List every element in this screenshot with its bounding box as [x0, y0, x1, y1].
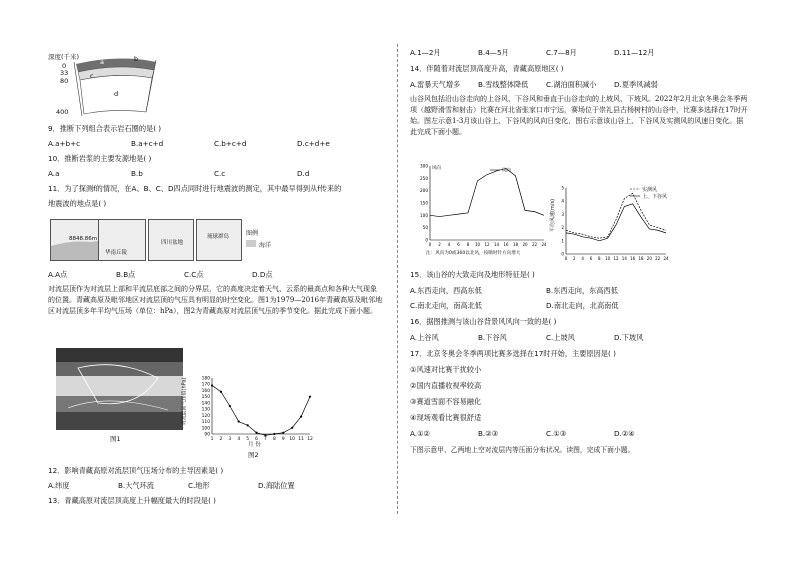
q12-option-a[interactable]: A.纬度	[48, 481, 70, 490]
q13-option-b[interactable]: B.4—5月	[478, 48, 509, 57]
y-tick-label: 110	[201, 420, 210, 426]
x-tick-label: 0	[564, 256, 568, 261]
x-tick-label: 6	[457, 242, 460, 247]
q14-option-a[interactable]: A.雷暴天气增多	[410, 80, 461, 89]
q11-option-b[interactable]: B.B点	[116, 270, 136, 279]
q9-option-c[interactable]: C.b+c+d	[214, 139, 247, 148]
q14-option-d[interactable]: D.夏季风减弱	[614, 80, 658, 89]
q16-option-b[interactable]: B.下谷风	[478, 333, 507, 342]
legend-sea-swatch	[246, 240, 256, 247]
y-tick-label: 0	[561, 251, 564, 257]
x-tick-label: 10	[474, 242, 481, 247]
legend-wind-direction: 风向	[502, 168, 511, 174]
x-tick-label: 18	[638, 256, 644, 261]
pressure-field-map	[48, 348, 183, 434]
x-tick-label: 16	[630, 256, 636, 261]
q11-stem: 11．为了探测f的情况，在A、B、C、D四点同时进行地震波的测定，其中最早得到从f传来的	[48, 184, 342, 193]
q16-option-c[interactable]: C.上坡风	[546, 333, 575, 342]
intro-paragraph: 对流层顶作为对流层上部和平流层底部之间的分界层，它的高度决定着天气、云系的最高点和各种大气现象的位置。青藏高原及毗邻地区对流层顶的气压具有明显的时空变化。图1为1979—2016年青藏高原及毗邻地区对流层顶多年平均气压场（单位：hPa），图2为青藏高原对流层顶气压的季节变化。据此完成下面小题。	[48, 285, 383, 315]
q9-stem: 9．推断下列组合表示岩石圈的是( )	[48, 124, 162, 133]
q11-option-d[interactable]: D.D点	[252, 270, 273, 279]
figure-2-xlabel: 月 份	[248, 442, 261, 448]
legend-title: 图例	[246, 230, 259, 237]
y-tick-label: 100	[201, 426, 210, 432]
q13-stem: 13．青藏高原对流层顶高度上升幅度最大的时段是( )	[48, 496, 216, 505]
q16-stem: 16．据图推测与该山谷背景风风向一致的是( )	[410, 317, 557, 326]
map-c-label: 四川盆地	[161, 240, 184, 246]
q16-option-a[interactable]: A.上谷风	[410, 333, 439, 342]
q12-option-d[interactable]: D.海陆位置	[258, 481, 295, 490]
x-tick-label: 20	[646, 256, 652, 261]
q13-option-d[interactable]: D.11—12月	[614, 48, 655, 57]
wind-speed-chart	[552, 182, 672, 264]
map-b	[98, 219, 146, 261]
y-tick-label: 300	[420, 163, 428, 169]
map-c	[148, 219, 194, 261]
x-tick-label: 24	[541, 242, 547, 247]
x-tick-label: 4	[447, 242, 451, 247]
map-b-label: 华南丘陵	[105, 250, 128, 256]
q9-option-d[interactable]: D.c+d+e	[297, 139, 330, 148]
x-tick-label: 3	[228, 437, 232, 442]
x-tick-label: 8	[272, 437, 276, 442]
map-d	[196, 219, 242, 261]
pressure-point	[273, 433, 275, 435]
layer-letter: d	[114, 90, 119, 98]
y-tick-label: 150	[201, 395, 210, 401]
q17-stem: 17．北京冬奥会冬季两项比赛多选择在17时开始，主要原因是( )	[410, 349, 616, 358]
x-tick-label: 10	[605, 256, 611, 261]
q12-option-c[interactable]: C.地形	[188, 481, 210, 490]
legend-measured: 实测风	[642, 187, 658, 193]
wind-direction-plot	[410, 160, 550, 248]
x-tick-label: 4	[237, 437, 241, 442]
pressure-point	[291, 427, 293, 429]
q14-option-c[interactable]: C.湖泊面积减小	[546, 80, 597, 89]
q13-option-a[interactable]: A.1—2月	[410, 48, 441, 57]
x-tick-label: 9	[281, 437, 285, 442]
x-tick-label: 2	[573, 256, 576, 261]
q12-stem: 12．影响青藏高原对流层顶气压场分布的主导因素是( )	[48, 466, 224, 475]
wind-speed-ylabel: 平均风速(m/s)	[550, 198, 557, 233]
valley-wind-paragraph: 山谷风包括沿山谷走向的上谷风、下谷风和垂直于山谷走向的上坡风、下坡风。2022年2月北京冬奥会冬季两项（越野滑雪和射击）比赛在河北省张家口市宁远，赛场位于崇礼县古杨树村的山谷中，比赛多选择在17时开始。图左示意1-3月该山谷上、下谷风的风向日变化，图右示意该山谷上、下谷风及实测风的风速日变化。据此完成下面小题。	[410, 95, 748, 136]
earth-layers-figure	[48, 50, 158, 116]
y-tick-label: 160	[201, 388, 210, 394]
pressure-point	[255, 432, 257, 434]
depth-tick: 80	[60, 77, 69, 85]
q15-stem: 15．该山谷的大致走向及地形特征是( )	[410, 270, 535, 279]
y-tick-label: 3	[561, 211, 564, 217]
x-tick-label: 24	[663, 256, 669, 261]
layer-letter: c	[90, 72, 94, 80]
depth-tick: 33	[60, 69, 69, 77]
figure-1	[48, 348, 183, 442]
x-tick-label: 7	[264, 437, 267, 442]
q15-option-a[interactable]: A.东西走向，西高东低	[410, 286, 482, 295]
map-legend	[246, 228, 286, 252]
depth-tick: 400	[56, 108, 69, 116]
q17-item-1: ①风速对比赛干扰较小	[410, 365, 482, 374]
x-tick-label: 14	[621, 256, 627, 261]
x-tick-label: 22	[531, 242, 538, 247]
depth-label: 深度(千米)	[48, 53, 80, 61]
y-tick-label: 180	[201, 376, 210, 382]
map-a-peak-label: 8848.86m	[69, 236, 98, 242]
y-tick-label: 200	[420, 188, 428, 194]
q15-option-b[interactable]: B.东西走向，东高西低	[546, 286, 618, 295]
x-tick-label: 8	[598, 256, 601, 261]
q11-option-c[interactable]: C.C点	[184, 270, 204, 279]
y-tick-label: 90	[204, 432, 210, 438]
pressure-point	[300, 415, 302, 417]
column-divider	[397, 44, 398, 514]
q10-option-a[interactable]: A.a	[48, 169, 60, 178]
x-tick-label: 6	[255, 437, 258, 442]
pressure-point	[247, 424, 249, 426]
figure-2-caption: 图2	[248, 451, 259, 459]
y-tick-label: 1	[561, 238, 564, 244]
x-tick-label: 22	[655, 256, 661, 261]
x-tick-label: 14	[493, 242, 500, 247]
pressure-point	[264, 434, 266, 436]
q17-option-b[interactable]: B.②③	[478, 429, 499, 438]
q10-option-b[interactable]: B.b	[131, 169, 143, 178]
figure-2-chart	[188, 372, 318, 446]
x-tick-label: 12	[307, 437, 313, 442]
q12-option-b[interactable]: B.大气环流	[118, 481, 154, 490]
wind-direction-line	[430, 168, 544, 216]
q17-item-4: ④现场观看比赛很舒适	[410, 413, 482, 422]
q17-option-c[interactable]: C.①③	[546, 429, 567, 438]
q15-option-d[interactable]: D.南北走向，北高南低	[546, 301, 619, 310]
x-tick-label: 16	[503, 242, 509, 247]
y-tick-label: 2	[561, 225, 564, 231]
q14-stem: 14．伴随着对流层顶高度升高，青藏高原地区( )	[410, 64, 564, 73]
q17-option-a[interactable]: A.①②	[410, 429, 430, 438]
depth-tick: 0	[62, 62, 67, 70]
legend-valley: 上、下谷风	[642, 194, 668, 200]
legend-sea-label: 海洋	[259, 242, 272, 249]
figure-1-caption: 图1	[110, 435, 121, 443]
q13-option-c[interactable]: C.7—8月	[546, 48, 577, 57]
q17-option-d[interactable]: D.②④	[614, 429, 635, 438]
q16-option-d[interactable]: D.下坡风	[614, 333, 644, 342]
pressure-point	[282, 432, 284, 434]
y-axis-label: 风向	[432, 166, 441, 171]
q10-option-c[interactable]: C.c	[214, 169, 226, 178]
x-tick-label: 1	[210, 437, 214, 442]
valley-wind-line	[566, 204, 666, 241]
measured-wind-line	[566, 193, 666, 238]
y-tick-label: 170	[201, 382, 210, 388]
q9-option-a[interactable]: A.a+b+c	[48, 139, 81, 148]
pressure-point	[211, 384, 213, 386]
x-tick-label: 10	[289, 437, 295, 442]
x-tick-label: 2	[438, 242, 441, 247]
y-tick-label: 130	[201, 407, 210, 413]
q14-option-b[interactable]: B.雪线整体降低	[478, 80, 529, 89]
q17-item-3: ③赛道雪面不容易融化	[410, 397, 482, 406]
y-tick-label: 5	[561, 185, 564, 191]
y-tick-label: 0	[425, 237, 428, 243]
q10-stem: 10．推断岩浆的主要发源地是( )	[48, 154, 152, 163]
y-tick-label: 100	[420, 212, 428, 218]
y-tick-label: 50	[422, 225, 428, 231]
q10-option-d[interactable]: D.d	[297, 169, 310, 178]
pressure-point	[309, 396, 311, 398]
x-tick-label: 6	[589, 256, 593, 261]
pressure-line	[212, 385, 310, 435]
wind-direction-chart	[410, 160, 550, 260]
y-tick-label: 4	[561, 198, 564, 204]
x-tick-label: 20	[522, 242, 528, 247]
figure-2-ylabel: 对流层顶气压值(hPa)	[181, 377, 188, 426]
pressure-point	[238, 420, 240, 422]
wind-direction-caption: 注：风向为0或360以北风，按顺时针方向增大	[426, 251, 521, 256]
x-tick-label: 0	[428, 242, 432, 247]
x-tick-label: 18	[512, 242, 519, 247]
closing-sentence: 下图示意甲、乙两地上空对流层内等压面分布状况。读图，完成下面小题。	[410, 446, 635, 454]
x-tick-label: 2	[219, 437, 223, 442]
q11-option-a[interactable]: A.A点	[48, 270, 68, 279]
y-tick-label: 140	[201, 401, 210, 407]
figure-2	[181, 372, 318, 460]
layer-letter: a	[100, 58, 104, 66]
map-d-label: 琉球群岛	[207, 234, 230, 240]
x-tick-label: 8	[466, 242, 470, 247]
y-tick-label: 120	[201, 413, 210, 419]
pressure-point	[220, 391, 222, 393]
x-tick-label: 11	[298, 437, 304, 442]
x-tick-label: 12	[613, 256, 619, 261]
x-tick-label: 12	[484, 242, 490, 247]
y-tick-label: 250	[420, 175, 428, 181]
x-tick-label: 4	[581, 256, 584, 261]
q11-stem-line2: 地震波的地点是( )	[48, 199, 107, 208]
layer-letter: b	[134, 55, 139, 63]
x-tick-label: 5	[246, 437, 250, 442]
q9-option-b[interactable]: B.a+c+d	[131, 139, 164, 148]
y-tick-label: 150	[420, 200, 428, 206]
q17-item-2: ②国内直播收视率较高	[410, 381, 482, 390]
pressure-point	[229, 405, 231, 407]
q15-option-c[interactable]: C.南北走向，南高北低	[410, 301, 482, 310]
